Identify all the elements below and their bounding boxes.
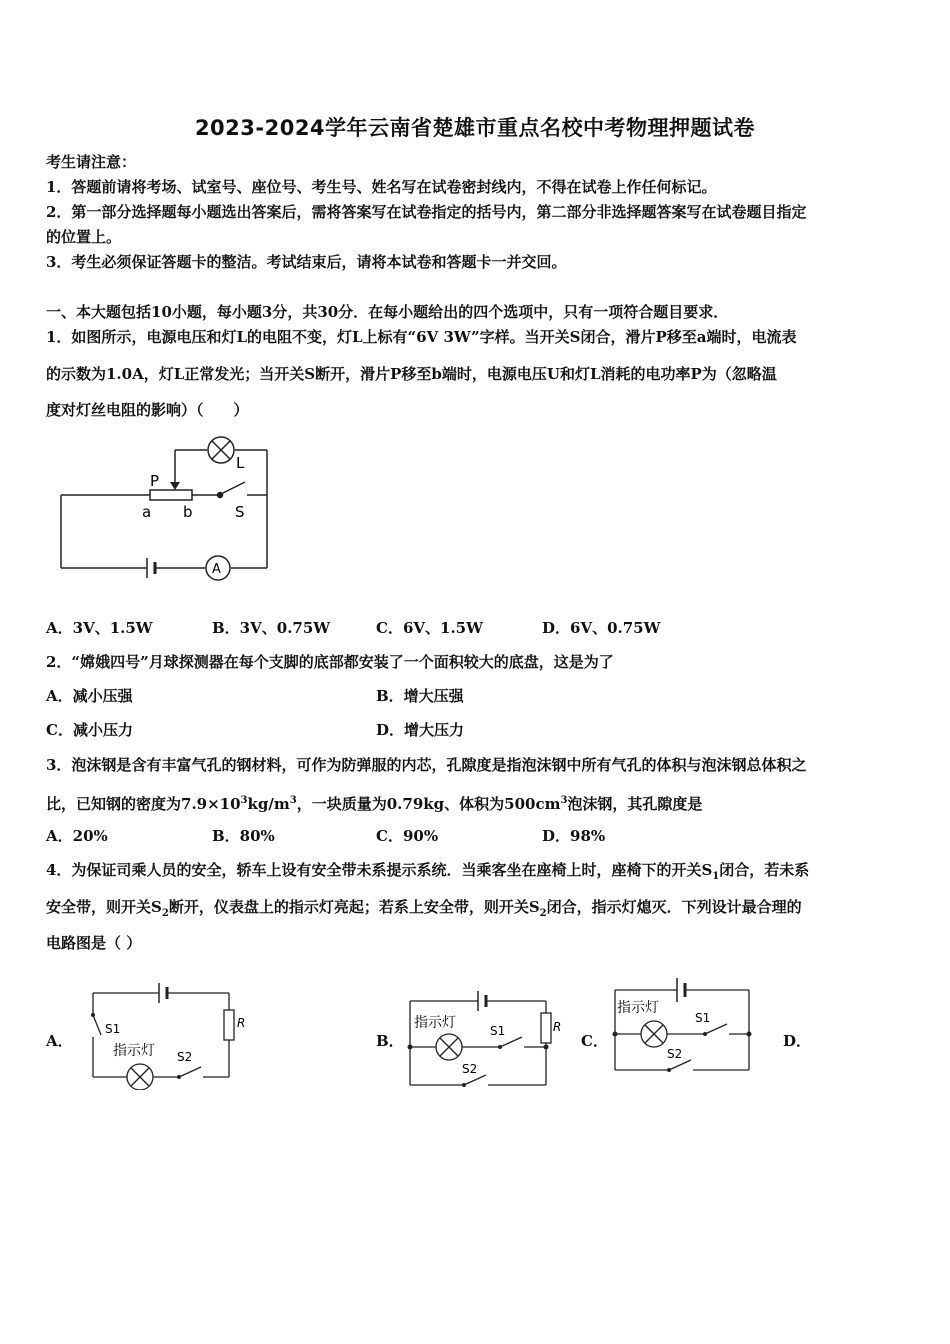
q2-option-a[interactable]: A．减小压强	[46, 687, 133, 705]
label-s2: S2	[667, 1047, 683, 1061]
label-a: a	[142, 503, 152, 521]
label-r: R	[237, 1016, 245, 1030]
q3-sup: 3	[240, 795, 248, 806]
q1-option-d[interactable]: D．6V、0.75W	[542, 619, 661, 637]
q4-stem-line	[46, 897, 908, 924]
q3-option-d[interactable]: D．98%	[542, 827, 606, 845]
q1-option-a[interactable]: A．3V、1.5W	[46, 619, 153, 637]
q4-option-a[interactable]: A．	[46, 1032, 73, 1050]
q1-stem-line: 的示数为1.0A，灯L正常发光；当开关S断开，滑片P移至b端时，电源电压U和灯L消耗的电功率P为（忽略温	[46, 365, 777, 383]
label-s1: S1	[105, 1022, 121, 1036]
label-lamp: 指示灯	[414, 1015, 456, 1031]
q1-option-b[interactable]: B．3V、0.75W	[212, 619, 331, 637]
notice-item: 1．答题前请将考场、试室号、座位号、考生号、姓名写在试卷密封线内，不得在试卷上作任何标记。	[46, 178, 717, 196]
q3-text: 比，已知钢的密度为7.9×10	[46, 795, 241, 813]
q3-text: kg/m	[247, 795, 290, 813]
label-r: R	[553, 1020, 562, 1034]
label-s1: S1	[695, 1011, 711, 1025]
q4-option-c[interactable]: C．	[581, 1032, 608, 1050]
ammeter-label: A	[212, 562, 221, 577]
label-l: L	[236, 454, 245, 472]
q2-option-d[interactable]: D．增大压力	[376, 721, 465, 739]
q4-circuit-a	[85, 975, 245, 1090]
q2-stem: 2．“嫦娥四号”月球探测器在每个支脚的底部都安装了一个面积较大的底盘，这是为了	[46, 653, 614, 671]
q4-text: 闭合，指示灯熄灭．下列设计最合理的	[546, 898, 802, 916]
q4-text: 4．为保证司乘人员的安全，轿车上设有安全带未系提示系统．当乘客坐在座椅上时，座椅下的开关S	[46, 861, 713, 879]
q3-stem-line	[46, 791, 908, 814]
q3-option-c[interactable]: C．90%	[376, 827, 439, 845]
notice-item: 2．第一部分选择题每小题选出答案后，需将答案写在试卷指定的括号内，第二部分非选择题答案写在试卷题目指定	[46, 203, 807, 221]
q3-text: ，一块质量为0.79kg、体积为500cm	[296, 795, 561, 813]
notice-heading: 考生请注意：	[46, 153, 137, 171]
label-s: S	[235, 503, 245, 521]
q4-stem-line: 电路图是（ ）	[46, 934, 142, 952]
label-lamp: 指示灯	[113, 1043, 155, 1059]
label-lamp: 指示灯	[617, 1000, 659, 1016]
q4-sub: 1	[712, 871, 720, 882]
label-s2: S2	[462, 1062, 478, 1076]
label-s1: S1	[490, 1024, 506, 1038]
notice-item: 3．考生必须保证答题卡的整洁。考试结束后，请将本试卷和答题卡一并交回。	[46, 253, 567, 271]
q3-text: 泡沫钢，其孔隙度是	[567, 795, 703, 813]
q2-option-b[interactable]: B．增大压强	[376, 687, 464, 705]
notice-item: 的位置上。	[46, 228, 122, 246]
q1-circuit-diagram	[55, 430, 275, 585]
label-s2: S2	[177, 1050, 193, 1064]
q1-stem-line: 度对灯丝电阻的影响）（ ）	[46, 401, 249, 419]
q4-text: 闭合，若未系	[719, 861, 810, 879]
q3-sup: 3	[289, 795, 297, 806]
section-header: 一、本大题包括10小题，每小题3分，共30分．在每小题给出的四个选项中，只有一项符合题目要求．	[46, 303, 729, 321]
q4-circuit-c	[605, 968, 760, 1078]
q4-circuit-b	[400, 985, 575, 1090]
q3-option-a[interactable]: A．20%	[46, 827, 108, 845]
q1-stem-line: 1．如图所示，电源电压和灯L的电阻不变，灯L上标有“6V 3W”字样。当开关S闭合，滑片P移至a端时，电流表	[46, 328, 797, 346]
page-title: 2023-2024学年云南省楚雄市重点名校中考物理押题试卷	[194, 116, 756, 140]
label-p: P	[150, 472, 160, 490]
slider-arrow-icon	[170, 482, 180, 490]
q4-sub: 2	[539, 908, 547, 919]
q4-sub: 2	[161, 908, 169, 919]
q3-option-b[interactable]: B．80%	[212, 827, 275, 845]
q1-option-c[interactable]: C．6V、1.5W	[376, 619, 483, 637]
q3-sup: 3	[560, 795, 568, 806]
q3-stem-line: 3．泡沫钢是含有丰富气孔的钢材料，可作为防弹服的内芯，孔隙度是指泡沫钢中所有气孔的体积与泡沫钢总体积之	[46, 756, 807, 774]
q4-text: 断开，仪表盘上的指示灯亮起；若系上安全带，则开关S	[168, 898, 540, 916]
label-b: b	[183, 503, 193, 521]
q4-text: 安全带，则开关S	[46, 898, 162, 916]
q4-stem-line	[46, 860, 908, 887]
q4-option-b[interactable]: B．	[376, 1032, 404, 1050]
q2-option-c[interactable]: C．减小压力	[46, 721, 133, 739]
q4-option-d[interactable]: D．	[783, 1032, 812, 1050]
